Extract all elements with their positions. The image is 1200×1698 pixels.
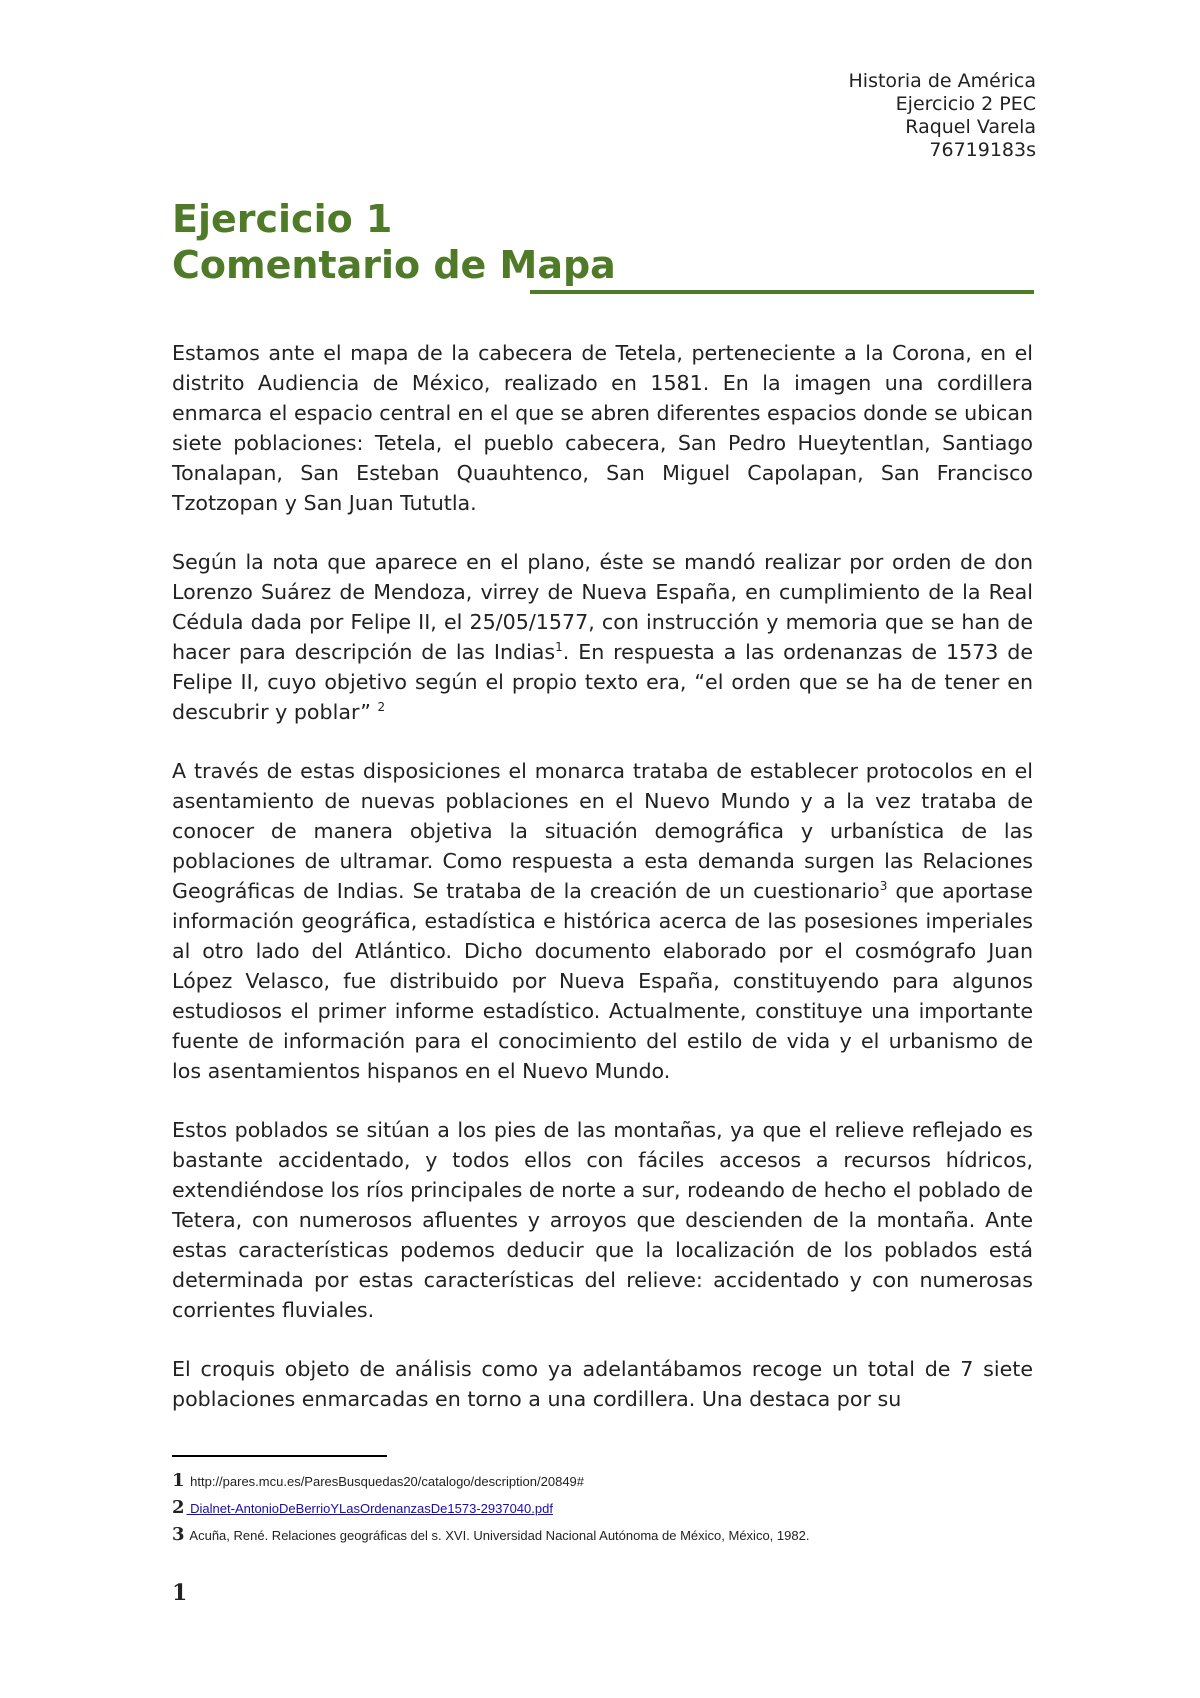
document-body — [172, 338, 1033, 1443]
paragraph-1: Estamos ante el mapa de la cabecera de Tetela, perteneciente a la Corona, en el distrito Audiencia de México, realizado en 1581. En la imagen una cordillera enmarca el espacio central en el que se abren diferentes espacios donde se ubican siete poblaciones: Tetela, el pueblo cabecera, San Pedro Hueytentlan, Santiago Tonalapan, San Esteban Quauhtenco, San Miguel Capolapan, San Francisco Tzotzopan y San Juan Tututla. — [172, 341, 1033, 515]
footnote-separator — [172, 1455, 387, 1457]
paragraph-3 — [172, 756, 1033, 1086]
paragraph-2 — [172, 547, 1033, 727]
header-id: 76719183s — [929, 139, 1036, 161]
paragraph-2-text-a: Según la nota que aparece en el plano, éste se mandó realizar por orden de don Lorenzo Suárez de Mendoza, virrey de Nueva España, en cumplimiento de la Real Cédula dada por Felipe II, el 25/05/1577, con instrucción y memoria que se han de hacer para descripción de las Indias — [172, 550, 1033, 664]
footnote-2-number: 2 — [172, 1497, 185, 1518]
footnote-ref-1[interactable]: 1 — [555, 640, 563, 655]
header-author: Raquel Varela — [905, 116, 1036, 138]
header-exercise: Ejercicio 2 PEC — [895, 93, 1036, 115]
footnote-3-text: Acuña, René. Relaciones geográficas del s. XVI. Universidad Nacional Autónoma de México, México, 1982. — [186, 1528, 810, 1543]
footnote-3 — [172, 1522, 1032, 1549]
footnote-3-number: 3 — [172, 1524, 185, 1545]
paragraph-5: El croquis objeto de análisis como ya adelantábamos recoge un total de 7 siete poblaciones enmarcadas en torno a una cordillera. Una destaca por su — [172, 1357, 1033, 1411]
header-course: Historia de América — [848, 70, 1036, 92]
footnote-ref-2[interactable]: 2 — [377, 700, 386, 715]
title-underline — [530, 290, 1034, 294]
footnotes — [172, 1468, 1032, 1549]
page-number: 1 — [172, 1580, 188, 1606]
footnote-1 — [172, 1468, 1032, 1495]
paragraph-3-text-a: A través de estas disposiciones el monarca trataba de establecer protocolos en el asentamiento de nuevas poblaciones en el Nuevo Mundo y a la vez trataba de conocer de manera objetiva la situación demográfica y urbanística de las poblaciones de ultramar. Como respuesta a esta demanda surgen las Relaciones Geográficas de Indias. Se trataba de la creación de un cuestionario — [172, 759, 1033, 903]
footnote-1-number: 1 — [172, 1470, 185, 1491]
paragraph-3-text-b: que aportase información geográfica, estadística e histórica acerca de las posesiones imperiales al otro lado del Atlántico. Dicho documento elaborado por el cosmógrafo Juan López Velasco, fue distribuido por Nueva España, constituyendo para algunos estudiosos el primer informe estadístico. Actualmente, constituye una importante fuente de información para el conocimiento del estilo de vida y el urbanismo de los asentamientos hispanos en el Nuevo Mundo. — [172, 879, 1033, 1083]
footnote-1-text[interactable]: http://pares.mcu.es/ParesBusquedas20/catalogo/description/20849# — [186, 1474, 585, 1489]
page-header — [849, 70, 1036, 162]
footnote-ref-3[interactable]: 3 — [879, 879, 888, 894]
title-line-1: Ejercicio 1 — [172, 197, 393, 241]
document-title — [172, 196, 1032, 288]
title-line-2: Comentario de Mapa — [172, 243, 616, 287]
footnote-2-link[interactable]: Dialnet-AntonioDeBerrioYLasOrdenanzasDe1573-2937040.pdf — [186, 1501, 553, 1516]
footnote-2 — [172, 1495, 1032, 1522]
paragraph-4: Estos poblados se sitúan a los pies de las montañas, ya que el relieve reflejado es bastante accidentado, y todos ellos con fáciles accesos a recursos hídricos, extendiéndose los ríos principales de norte a sur, rodeando de hecho el poblado de Tetera, con numerosos afluentes y arroyos que descienden de la montaña. Ante estas características podemos deducir que la localización de los poblados está determinada por estas características del relieve: accidentado y con numerosas corrientes fluviales. — [172, 1118, 1033, 1322]
paragraph-2-text-b: . En respuesta a las ordenanzas de 1573 de Felipe II, cuyo objetivo según el propio texto era, “el orden que se ha de tener en descubrir y poblar” — [172, 640, 1033, 724]
